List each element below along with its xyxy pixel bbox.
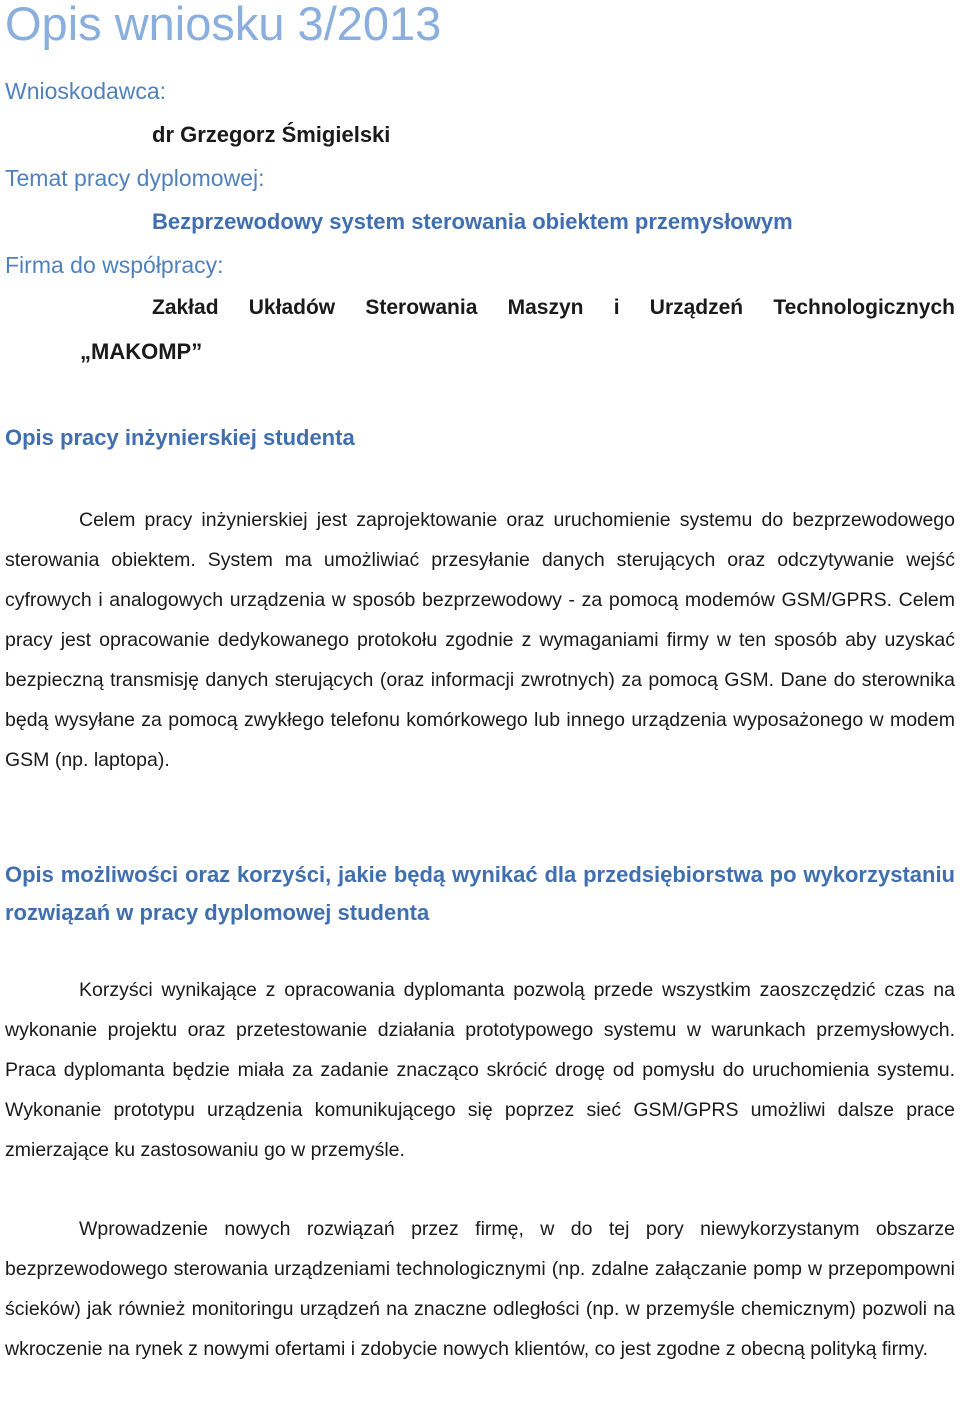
thesis-label: Temat pracy dyplomowej:: [5, 165, 265, 191]
benefits-paragraph-1: Korzyści wynikające z opracowania dyplomanta pozwolą przede wszystkim zaoszczędzić czas na wykonanie projektu oraz przetestowanie działania prototypowego systemu w warunkach przemysłowych. Praca dyplomanta będzie miała za zadanie znacząco skrócić drogę od pomysłu do uruchomienia systemu. Wykonanie prototypu urządzenia komunikującego się poprzez sieć GSM/GPRS umożliwi dalsze prace zmierzające ku zastosowaniu go w przemyśle.: [5, 979, 955, 1161]
firm-label: Firma do współpracy:: [5, 252, 224, 278]
applicant-label: Wnioskodawca:: [5, 78, 167, 104]
section-heading-company-benefits: Opis możliwości oraz korzyści, jakie będą wynikać dla przedsiębiorstwa po wykorzystaniu rozwiązań w pracy dyplomowej studenta: [5, 862, 955, 925]
thesis-title: Bezprzewodowy system sterowania obiektem przemysłowym: [152, 209, 793, 234]
thesis-description-paragraph: Celem pracy inżynierskiej jest zaprojektowanie oraz uruchomienie systemu do bezprzewodowego sterowania obiektem. System ma umożliwiać przesyłanie danych sterujących oraz odczytywanie wejść cyfrowych i analogowych urządzenia w sposób bezprzewodowy - za pomocą modemów GSM/GPRS. Celem pracy jest opracowanie dedykowanego protokołu zgodnie z wymaganiami firmy w ten sposób aby uzyskać bezpieczną transmisję danych sterujących (oraz informacji zwrotnych) za pomocą GSM. Dane do sterownika będą wysyłane za pomocą zwykłego telefonu komórkowego lub innego urządzenia wyposażonego w modem GSM (np. laptopa).: [5, 509, 955, 771]
firm-name-continuation: „MAKOMP”: [80, 339, 203, 364]
section-heading-thesis-description: Opis pracy inżynierskiej studenta: [5, 425, 355, 450]
firm-name: Zakład Układów Sterowania Maszyn i Urządzeń Technologicznych: [152, 296, 955, 319]
applicant-name: dr Grzegorz Śmigielski: [152, 122, 391, 147]
document-title: Opis wniosku 3/2013: [5, 0, 442, 50]
benefits-paragraph-2: Wprowadzenie nowych rozwiązań przez firmę, w do tej pory niewykorzystanym obszarze bezprzewodowego sterowania urządzeniami technologicznymi (np. zdalne załączanie pomp w przepompowni ścieków) jak również monitoringu urządzeń na znaczne odległości (np. w przemyśle chemicznym) pozwoli na wkroczenie na rynek z nowymi ofertami i zdobycie nowych klientów, co jest zgodne z obecną polityką firmy.: [5, 1218, 955, 1360]
